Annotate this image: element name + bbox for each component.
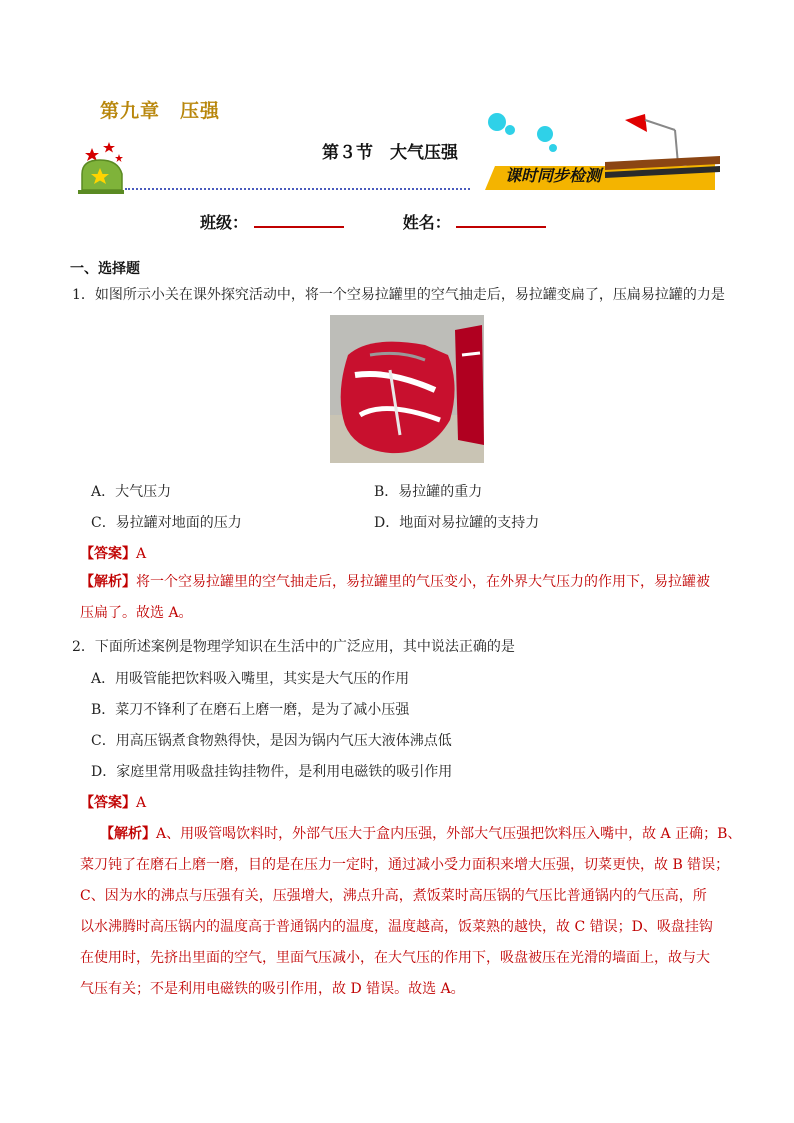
q2-stem: 2．下面所述案例是物理学知识在生活中的广泛应用，其中说法正确的是	[72, 639, 515, 655]
q2-explanation	[80, 819, 745, 1005]
q1-option-c: C．易拉罐对地面的压力	[91, 515, 242, 531]
header-divider	[125, 188, 470, 190]
q2-explain-line: 在使用时，先挤出里面的空气，里面气压减小，在大气压的作用下，吸盘被压在光滑的墙面上，故与大	[80, 950, 710, 966]
q1-explain-tag: 【解析】	[80, 574, 136, 590]
q2-explain-line: A、用吸管喝饮料时，外部气压大于盒内压强，外部大气压强把饮料压入嘴中，故 A 正确；B、	[156, 826, 742, 842]
q2-option-d: D．家庭里常用吸盘挂钩挂物件，是利用电磁铁的吸引作用	[91, 764, 453, 780]
q2-explain-tag: 【解析】	[100, 826, 156, 842]
q1-answer-tag: 【答案】	[80, 546, 136, 562]
q1-stem: 1．如图所示小关在课外探究活动中，将一个空易拉罐里的空气抽走后，易拉罐变扁了，压扁易拉罐的力是	[72, 287, 725, 303]
chapter-title: 第九章 压强	[100, 100, 221, 122]
q2-answer-value: A	[136, 795, 147, 811]
class-blank[interactable]	[254, 212, 344, 228]
section-title: 第３节 大气压强	[322, 143, 458, 163]
q2-option-b: B．菜刀不锋利了在磨石上磨一磨，是为了减小压强	[91, 702, 410, 718]
q1-option-a: A．大气压力	[91, 484, 172, 500]
name-blank[interactable]	[456, 212, 546, 228]
q2-explain-line: 气压有关；不是利用电磁铁的吸引作用，故 D 错误。故选 A。	[80, 981, 465, 997]
q1-explain-line: 将一个空易拉罐里的空气抽走后，易拉罐里的气压变小，在外界大气压力的作用下，易拉罐被	[136, 574, 710, 590]
q2-explain-line: 菜刀钝了在磨石上磨一磨，目的是在压力一定时，通过减小受力面积来增大压强，切菜更快，故 B 错误；	[80, 857, 730, 873]
name-label: 姓名：	[402, 213, 451, 232]
q1-answer	[80, 543, 146, 563]
q2-option-c: C．用高压锅煮食物熟得快，是因为锅内气压大液体沸点低	[91, 733, 452, 749]
class-label: 班级：	[200, 213, 249, 232]
section-heading: 一、选择题	[70, 261, 140, 277]
class-name-line	[200, 210, 546, 233]
q2-option-a: A．用吸管能把饮料吸入嘴里，其实是大气压的作用	[91, 671, 410, 687]
q1-option-b: B．易拉罐的重力	[374, 484, 483, 500]
q2-answer-tag: 【答案】	[80, 795, 136, 811]
q1-answer-value: A	[136, 546, 147, 562]
q1-option-d: D．地面对易拉罐的支持力	[374, 515, 540, 531]
q2-answer	[80, 792, 146, 812]
q1-explanation	[80, 567, 740, 629]
badge-label: 课时同步检测	[505, 166, 602, 185]
q2-explain-line: C、因为水的沸点与压强有关，压强增大，沸点升高，煮饭菜时高压锅的气压比普通锅内的气压高，所	[80, 888, 707, 904]
q2-explain-line: 以水沸腾时高压锅内的温度高于普通锅内的温度，温度越高，饭菜熟的越快，故 C 错误；D、吸盘挂钩	[80, 919, 713, 935]
q1-explain-line: 压扁了。故选 A。	[80, 605, 193, 621]
crushed-can-image	[330, 315, 484, 463]
